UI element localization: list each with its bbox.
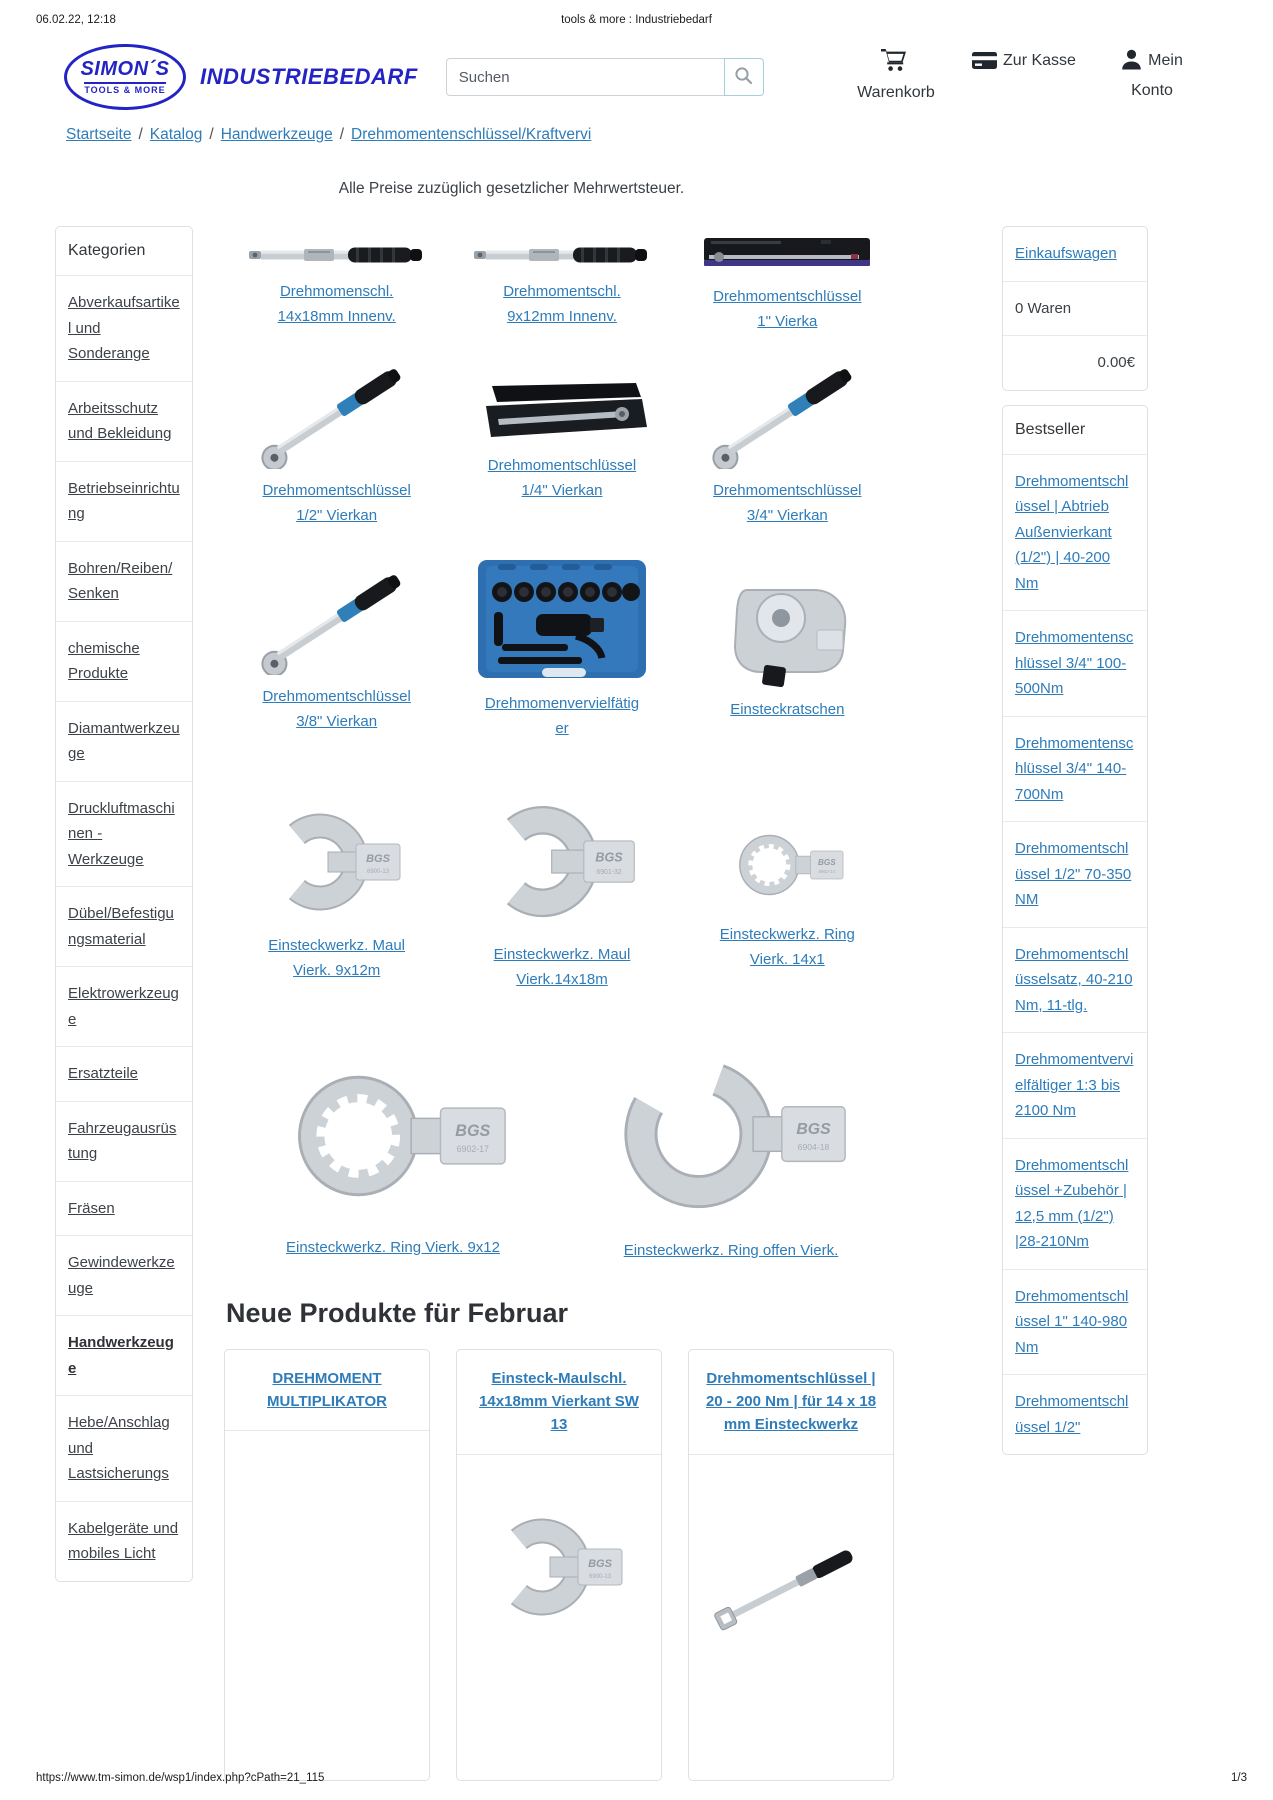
- nav-label: Warenkorb: [857, 83, 935, 101]
- svg-text:6900-13: 6900-13: [588, 1573, 612, 1580]
- product-row: [224, 756, 900, 1034]
- nav-warenkorb[interactable]: [843, 49, 949, 106]
- ring-insert-wrench-large-image[interactable]: [276, 1046, 511, 1226]
- insert-ratchet-image[interactable]: [717, 576, 857, 688]
- breadcrumb: [66, 126, 1273, 144]
- category-link[interactable]: Druckluftmaschinen - Werkzeuge: [68, 799, 175, 868]
- new-products-cards: [224, 1349, 900, 1781]
- tax-notice: Alle Preise zuzüglich gesetzlicher Mehrwertsteuer.: [338, 180, 685, 197]
- bestseller-link[interactable]: Drehmomentschlüssel 1/2" 70-350 NM: [1015, 840, 1132, 908]
- torque-wrench-closed-case-image[interactable]: [701, 235, 873, 275]
- new-product-title-cell: [225, 1350, 429, 1432]
- product-cell: [449, 344, 674, 542]
- svg-text:6901-32: 6901-32: [596, 869, 622, 877]
- category-link[interactable]: Diamantwerkzeuge: [68, 719, 180, 762]
- main-content: [224, 226, 900, 1781]
- torque-wrench-image[interactable]: [248, 240, 426, 270]
- bestseller-item: [1003, 716, 1147, 822]
- open-end-insert-wrench-image[interactable]: [262, 806, 412, 924]
- product-cell: [675, 542, 900, 756]
- search-button[interactable]: [724, 58, 764, 96]
- categories-title: Kategorien: [68, 242, 146, 259]
- category-link[interactable]: Bohren/Reiben/Senken: [68, 559, 173, 602]
- svg-text:6902-14: 6902-14: [819, 869, 836, 875]
- category-link[interactable]: chemische Produkte: [68, 639, 140, 682]
- category-item: [56, 621, 192, 701]
- svg-text:BGS: BGS: [365, 853, 390, 866]
- product-cell: [675, 756, 900, 1034]
- svg-text:BGS: BGS: [795, 1121, 831, 1139]
- category-link[interactable]: Dübel/Befestigungsmaterial: [68, 905, 174, 948]
- bestseller-item: [1003, 1269, 1147, 1375]
- category-item: [56, 1235, 192, 1315]
- product-cell: [224, 226, 449, 344]
- product-link[interactable]: Einsteckwerkz. Maul Vierk.14x18m: [493, 946, 631, 988]
- torque-wrench-angled-image[interactable]: [695, 357, 880, 469]
- bestseller-title: Bestseller: [1015, 420, 1086, 438]
- bestseller-item: [1003, 454, 1147, 611]
- product-cell: [449, 226, 674, 344]
- torque-multiplier-set-image[interactable]: [472, 556, 652, 682]
- categories-list: [56, 275, 192, 1581]
- product-link[interactable]: Einsteckwerkz. Ring Vierk. 9x12: [286, 1238, 500, 1256]
- open-end-insert-wrench-image[interactable]: [457, 1455, 661, 1780]
- logo-sub-text: TOOLS & MORE: [84, 82, 165, 95]
- category-link[interactable]: Ersatzteile: [68, 1065, 139, 1082]
- product-row: [224, 1034, 900, 1272]
- bestseller-item: [1003, 821, 1147, 927]
- breadcrumb-separator: /: [339, 126, 345, 143]
- product-link[interactable]: Drehmomentschlüssel 3/8" Vierkan: [262, 688, 411, 730]
- open-ring-insert-wrench-large-image[interactable]: [609, 1042, 854, 1229]
- categories-panel: [55, 226, 193, 1582]
- cart-total: 0.00€: [1003, 335, 1147, 390]
- new-product-title-cell: [457, 1350, 661, 1455]
- product-cell: [224, 756, 449, 1034]
- svg-text:6904-18: 6904-18: [797, 1141, 829, 1152]
- product-link[interactable]: Einsteckwerkz. Ring Vierk. 14x1: [719, 926, 855, 968]
- open-end-insert-wrench-big-image[interactable]: [476, 797, 648, 933]
- bestseller-item: [1003, 1138, 1147, 1269]
- product-link[interactable]: Einsteckwerkz. Ring offen Vierk.: [623, 1242, 839, 1259]
- category-item: [56, 461, 192, 541]
- search-input[interactable]: [446, 58, 724, 96]
- product-row: [224, 344, 900, 542]
- category-link[interactable]: Arbeitsschutz und Bekleidung: [68, 399, 172, 442]
- nav-label: Zur Kasse: [1003, 51, 1076, 69]
- product-cell: [562, 1034, 900, 1272]
- category-item: [56, 781, 192, 887]
- category-item: [56, 1395, 192, 1501]
- product-link[interactable]: Drehmomenschl. 14x18mm Innenv.: [277, 283, 396, 325]
- product-link[interactable]: Einsteckwerkz. Maul Vierk. 9x12m: [268, 937, 406, 979]
- category-item: [56, 1046, 192, 1101]
- print-header: [0, 14, 1273, 26]
- product-cell: [675, 226, 900, 344]
- category-link-active[interactable]: Handwerkzeuge: [68, 1334, 174, 1377]
- product-link[interactable]: Drehmomentschl. 9x12mm Innenv.: [503, 283, 621, 325]
- ring-insert-wrench-image[interactable]: [728, 817, 846, 913]
- search-bar: [446, 58, 764, 96]
- svg-text:6902-17: 6902-17: [456, 1143, 489, 1154]
- torque-wrench-angled-image[interactable]: [244, 357, 429, 469]
- breadcrumb-separator: /: [209, 126, 214, 143]
- bestseller-link[interactable]: Drehmomentvervielfältiger 1:3 bis 2100 Nm: [1015, 1051, 1134, 1119]
- person-icon: [1121, 49, 1142, 79]
- nav-label: Mein Konto: [1131, 51, 1183, 99]
- new-products-title: Neue Produkte für Februar: [226, 1297, 569, 1328]
- new-product-card: [224, 1349, 430, 1781]
- search-icon: [734, 66, 753, 88]
- bestseller-item: [1003, 927, 1147, 1033]
- breadcrumb-link[interactable]: Katalog: [149, 126, 203, 143]
- product-row: [224, 226, 900, 344]
- category-link[interactable]: Betriebseinrichtung: [68, 479, 180, 522]
- cart-summary-box: [1002, 226, 1148, 391]
- breadcrumb-separator: /: [138, 126, 143, 143]
- bestseller-link[interactable]: Drehmomentschlüssel 1/2": [1015, 1393, 1129, 1436]
- category-link[interactable]: Fahrzeugausrüstung: [68, 1119, 177, 1162]
- category-link[interactable]: Gewindewerkzeuge: [68, 1254, 175, 1297]
- svg-text:BGS: BGS: [595, 850, 623, 865]
- cart-link[interactable]: Einkaufswagen: [1015, 245, 1117, 262]
- breadcrumb-link[interactable]: Startseite: [66, 126, 132, 143]
- product-cell: [675, 344, 900, 542]
- category-item: [56, 541, 192, 621]
- bestseller-link[interactable]: Drehmomentenschlüssel 3/4" 100-500Nm: [1015, 629, 1134, 697]
- category-link[interactable]: Elektrowerkzeuge: [68, 985, 179, 1028]
- header-nav: [843, 49, 1209, 106]
- bestseller-box: [1002, 405, 1148, 1456]
- new-product-card: [688, 1349, 894, 1781]
- bestseller-list: [1003, 454, 1147, 1455]
- new-product-link[interactable]: Einsteck-Maulschl. 14x18mm Vierkant SW 13: [479, 1369, 639, 1434]
- product-link[interactable]: Drehmomentschlüssel 3/4" Vierkan: [713, 482, 862, 524]
- category-link[interactable]: Abverkaufsartikel und Sonderange: [68, 294, 180, 362]
- category-link[interactable]: Kabelgeräte und mobiles Licht: [68, 1519, 179, 1562]
- torque-wrench-open-case-image[interactable]: [476, 382, 648, 444]
- torque-wrench-slim-image[interactable]: [689, 1455, 893, 1780]
- category-item: [56, 1101, 192, 1181]
- torque-wrench-image[interactable]: [473, 240, 651, 270]
- product-cell: [449, 756, 674, 1034]
- svg-text:BGS: BGS: [588, 1557, 612, 1570]
- category-item: [56, 381, 192, 461]
- logo-oval: [64, 44, 186, 110]
- cart-icon: [881, 49, 906, 81]
- cart-items-count: 0 Waren: [1003, 281, 1147, 336]
- category-item: [56, 1315, 192, 1395]
- category-link[interactable]: Fräsen: [68, 1199, 115, 1217]
- category-item: [56, 1501, 192, 1581]
- right-sidebar: [1002, 226, 1148, 1469]
- product-link[interactable]: Drehmomentschlüssel 1" Vierka: [713, 288, 862, 330]
- nav-mein-konto[interactable]: [1099, 49, 1205, 106]
- footer-url: https://www.tm-simon.de/wsp1/index.php?cPath=21_115: [36, 1772, 325, 1784]
- blank-image[interactable]: [225, 1431, 429, 1780]
- bestseller-item: [1003, 1374, 1147, 1454]
- product-link[interactable]: Drehmomentschlüssel 1/2" Vierkan: [262, 482, 411, 524]
- bestseller-link[interactable]: Drehmomentschlüsselsatz, 40-210 Nm, 11-tlg.: [1015, 945, 1133, 1014]
- bestseller-link[interactable]: Drehmomentschlüssel +Zubehör | 12,5 mm (1/2") |28-210Nm: [1015, 1156, 1129, 1250]
- bestseller-link[interactable]: Drehmomentschlüssel | Abtrieb Außenvierkant (1/2") | 40-200 Nm: [1015, 472, 1129, 592]
- product-grid: [224, 226, 900, 1272]
- logo-brand-text: INDUSTRIEBEDARF: [200, 64, 418, 89]
- product-cell: [224, 542, 449, 756]
- product-cell: [224, 344, 449, 542]
- category-item: [56, 1181, 192, 1236]
- new-product-title-cell: [689, 1350, 893, 1455]
- print-title: tools & more : Industriebedarf: [561, 14, 712, 26]
- category-item: [56, 701, 192, 781]
- breadcrumb-link[interactable]: Handwerkzeuge: [220, 126, 333, 143]
- bestseller-link[interactable]: Drehmomentschlüssel 1" 140-980 Nm: [1015, 1287, 1129, 1356]
- category-item: [56, 886, 192, 966]
- category-item: [56, 275, 192, 381]
- store-logo[interactable]: [64, 44, 418, 110]
- svg-text:BGS: BGS: [818, 858, 836, 868]
- product-link[interactable]: Drehmomenvervielfätiger: [484, 695, 640, 737]
- product-cell: [224, 1034, 562, 1272]
- bestseller-link[interactable]: Drehmomentenschlüssel 3/4" 140-700Nm: [1015, 734, 1134, 803]
- product-cell: [449, 542, 674, 756]
- new-product-card: [456, 1349, 662, 1781]
- breadcrumb-link[interactable]: Drehmomentenschlüssel/Kraftvervi: [351, 126, 592, 143]
- print-datetime: 06.02.22, 12:18: [36, 14, 116, 26]
- new-product-link[interactable]: DREHMOMENT MULTIPLIKATOR: [267, 1369, 387, 1410]
- product-link[interactable]: Drehmomentschlüssel 1/4" Vierkan: [487, 457, 637, 499]
- content-layout: [55, 226, 1273, 1781]
- bestseller-item: [1003, 610, 1147, 716]
- credit-card-icon: [972, 51, 997, 79]
- nav-zur-kasse[interactable]: [971, 49, 1077, 106]
- page-number: 1/3: [1231, 1772, 1247, 1784]
- svg-text:BGS: BGS: [454, 1121, 490, 1140]
- category-link[interactable]: Hebe/Anschlag und Lastsicherungs: [68, 1414, 170, 1482]
- product-link[interactable]: Einsteckratschen: [730, 700, 845, 718]
- torque-wrench-angled-image[interactable]: [244, 563, 429, 675]
- product-row: [224, 542, 900, 756]
- logo-main-text: SIMON´S: [80, 58, 170, 80]
- bestseller-item: [1003, 1032, 1147, 1138]
- svg-text:6900-13: 6900-13: [366, 869, 389, 876]
- new-product-link[interactable]: Drehmomentschlüssel | 20 - 200 Nm | für 14 x 18 mm Einsteckwerkz: [705, 1369, 877, 1434]
- category-item: [56, 966, 192, 1046]
